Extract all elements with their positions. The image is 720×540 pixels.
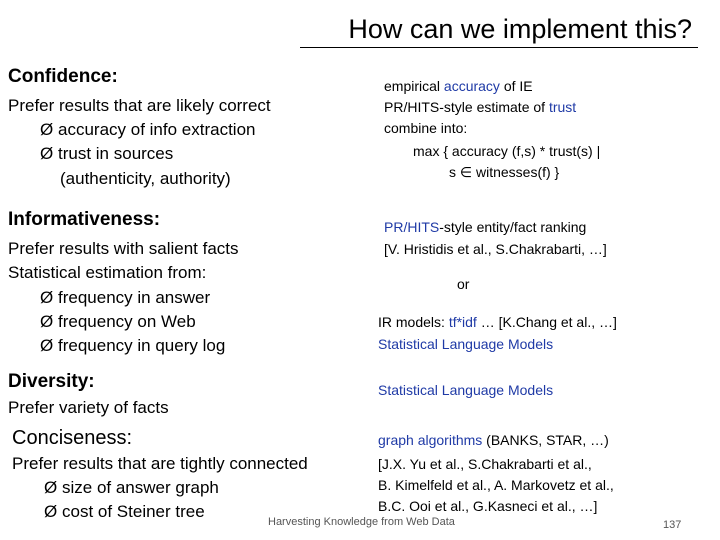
informativeness-right-or: or <box>457 276 470 292</box>
conciseness-heading: Conciseness: <box>12 427 133 449</box>
bullet-arrow-icon: Ø <box>40 336 54 355</box>
footer-text: Harvesting Knowledge from Web Data <box>268 516 455 528</box>
diversity-heading: Diversity: <box>8 371 95 392</box>
informativeness-right-line2: [V. Hristidis et al., S.Chakrabarti, …] <box>384 241 607 257</box>
title-divider <box>300 47 698 48</box>
informativeness-desc: Prefer results with salient facts <box>8 239 239 258</box>
page-number: 137 <box>663 519 682 531</box>
conciseness-right-line4: B.C. Ooi et al., G.Kasneci et al., …] <box>378 498 598 514</box>
page-title: How can we implement this? <box>348 14 692 44</box>
informativeness-bullet-1: Ø frequency in answer <box>40 288 211 307</box>
bullet-arrow-icon: Ø <box>40 312 54 331</box>
confidence-right-line5: s ∈ witnesses(f) } <box>449 164 560 180</box>
confidence-bullet-cont: (authenticity, authority) <box>60 169 231 188</box>
conciseness-right-line2: [J.X. Yu et al., S.Chakrabarti et al., <box>378 456 592 472</box>
confidence-right-line1: empirical accuracy of IE <box>384 78 533 94</box>
informativeness-right-line4: Statistical Language Models <box>378 336 554 352</box>
diversity-right: Statistical Language Models <box>378 382 554 398</box>
confidence-right-line4: max { accuracy (f,s) * trust(s) | <box>413 143 601 159</box>
conciseness-bullet-1: Ø size of answer graph <box>44 478 219 497</box>
conciseness-bullet-2: Ø cost of Steiner tree <box>44 502 205 521</box>
informativeness-bullet-2: Ø frequency on Web <box>40 312 196 331</box>
bullet-arrow-icon: Ø <box>40 288 54 307</box>
bullet-arrow-icon: Ø <box>44 478 58 497</box>
bullet-arrow-icon: Ø <box>40 120 54 139</box>
confidence-right-line3: combine into: <box>384 120 468 136</box>
conciseness-right-line3: B. Kimelfeld et al., A. Markovetz et al., <box>378 477 614 493</box>
conciseness-right-line1: graph algorithms (BANKS, STAR, …) <box>378 432 609 448</box>
informativeness-desc2: Statistical estimation from: <box>8 263 207 282</box>
bullet-arrow-icon: Ø <box>40 144 54 163</box>
informativeness-heading: Informativeness: <box>8 209 161 230</box>
bullet-arrow-icon: Ø <box>44 502 58 521</box>
confidence-heading: Confidence: <box>8 66 118 87</box>
confidence-bullet-1: Ø accuracy of info extraction <box>40 120 256 139</box>
conciseness-desc: Prefer results that are tightly connected <box>12 454 308 473</box>
informativeness-bullet-3: Ø frequency in query log <box>40 336 226 355</box>
informativeness-right-line3: IR models: tf*idf … [K.Chang et al., …] <box>378 314 617 330</box>
confidence-bullet-2: Ø trust in sources <box>40 144 174 163</box>
confidence-desc: Prefer results that are likely correct <box>8 96 271 115</box>
diversity-desc: Prefer variety of facts <box>8 398 169 417</box>
informativeness-right-line1: PR/HITS-style entity/fact ranking <box>384 219 587 235</box>
confidence-right-line2: PR/HITS-style estimate of trust <box>384 99 577 115</box>
